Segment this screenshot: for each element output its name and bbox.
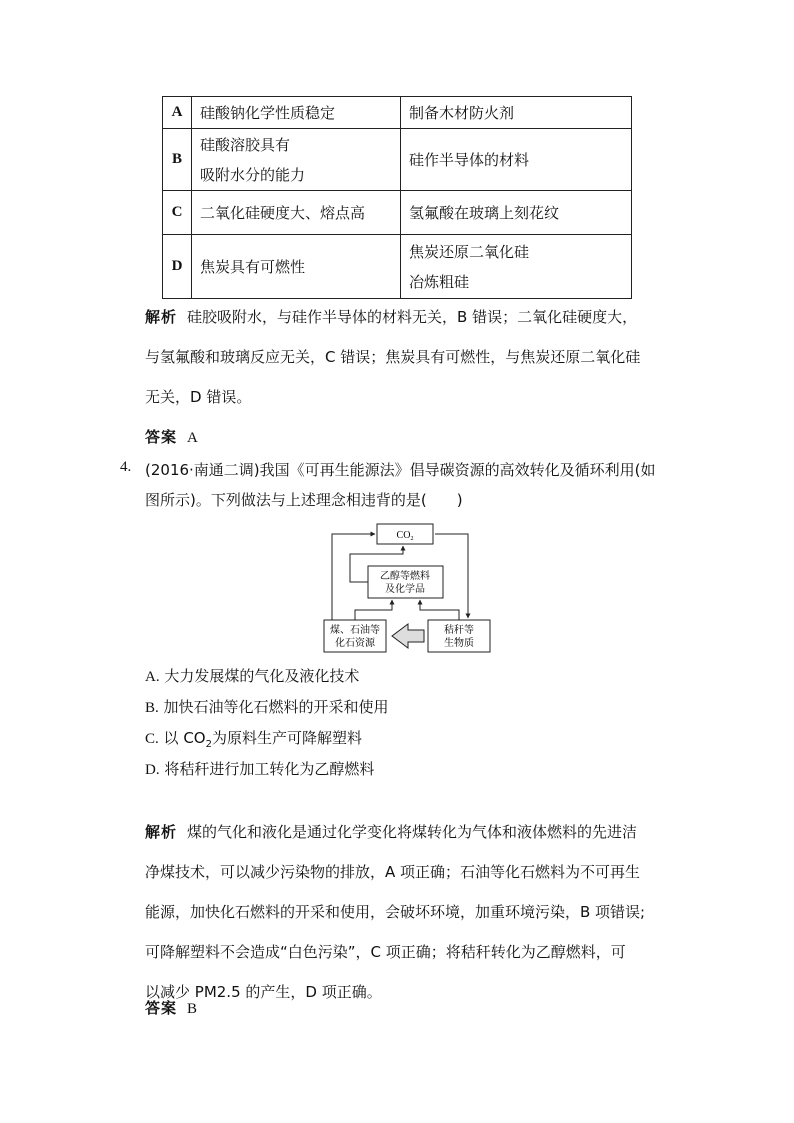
option-key: D bbox=[163, 235, 192, 299]
option-cause: 二氧化硅硬度大、熔点高 bbox=[192, 191, 401, 235]
option-key: A bbox=[163, 97, 192, 129]
table-row bbox=[163, 235, 632, 299]
option-cause: 焦炭具有可燃性 bbox=[192, 235, 401, 299]
analysis-line: 以减少 PM2.5 的产生，D 项正确。 bbox=[145, 983, 382, 1001]
coal-label-line1: 煤、石油等 bbox=[330, 625, 380, 636]
analysis-label: 解析 bbox=[145, 823, 178, 841]
table-row bbox=[163, 97, 632, 129]
option-cause: 硅酸溶胶具有 吸附水分的能力 bbox=[192, 129, 401, 191]
option-use: 硅作半导体的材料 bbox=[401, 129, 632, 191]
coal-label-line2: 化石资源 bbox=[335, 638, 375, 649]
option-c: C. 以 $CO_2$为原料生产可降解塑料 bbox=[145, 729, 362, 750]
analysis-line: 与氢氟酸和玻璃反应无关，C 错误；焦炭具有可燃性，与焦炭还原二氧化硅 bbox=[145, 348, 641, 366]
co2-label: $CO_2$ bbox=[396, 530, 414, 542]
option-use: 制备木材防火剂 bbox=[401, 97, 632, 129]
analysis-line: 能源，加快化石燃料的开采和使用，会破坏环境，加重环境污染，B 项错误; bbox=[145, 903, 646, 921]
prev-analysis bbox=[145, 297, 680, 417]
q4-analysis bbox=[145, 812, 680, 1012]
option-key: B bbox=[163, 129, 192, 191]
question-stem-line: 图所示)。下列做法与上述理念相违背的是( ) bbox=[145, 491, 463, 509]
answer-value: B bbox=[187, 1001, 198, 1017]
arrow-coal-to-fuel bbox=[355, 600, 392, 620]
answer-label: 答案 bbox=[145, 999, 178, 1017]
option-cause: 硅酸钠化学性质稳定 bbox=[192, 97, 401, 129]
analysis-line: 可降解塑料不会造成“白色污染”，C 项正确；将秸秆转化为乙醇燃料，可 bbox=[145, 943, 626, 961]
option-a: A. 大力发展煤的气化及液化技术 bbox=[145, 667, 360, 685]
question-number: 4. bbox=[120, 459, 132, 475]
option-key: C bbox=[163, 191, 192, 235]
carbon-cycle-diagram bbox=[320, 520, 500, 655]
fuel-label-line1: 乙醇等燃料 bbox=[380, 571, 430, 582]
answer-value: A bbox=[187, 430, 198, 446]
option-use: 焦炭还原二氧化硅 冶炼粗硅 bbox=[401, 235, 632, 299]
option-use: 氢氟酸在玻璃上刻花纹 bbox=[401, 191, 632, 235]
analysis-line: 解析 硅胶吸附水，与硅作半导体的材料无关，B 错误；二氧化硅硬度大， bbox=[145, 308, 638, 326]
analysis-label: 解析 bbox=[145, 308, 178, 326]
q4-answer bbox=[145, 997, 197, 1018]
analysis-line: 净煤技术，可以减少污染物的排放，A 项正确；石油等化石燃料为不可再生 bbox=[145, 863, 641, 881]
straw-label-line2: 生物质 bbox=[444, 638, 474, 649]
question-stem-line: (2016·南通二调)我国《可再生能源法》倡导碳资源的高效转化及循环利用(如 bbox=[145, 461, 656, 479]
table-row bbox=[163, 129, 632, 191]
table-row bbox=[163, 191, 632, 235]
analysis-line: 解析 煤的气化和液化是通过化学变化将煤转化为气体和液体燃料的先进洁 bbox=[145, 823, 638, 841]
arrow-straw-to-fuel bbox=[420, 600, 459, 620]
analysis-line: 无关，D 错误。 bbox=[145, 388, 252, 406]
hollow-arrow-straw-to-coal bbox=[392, 624, 424, 648]
straw-label-line1: 秸秆等 bbox=[444, 625, 474, 636]
prev-answer bbox=[145, 426, 198, 447]
option-d: D. 将秸秆进行加工转化为乙醇燃料 bbox=[145, 760, 375, 778]
fuel-label-line2: 及化学品 bbox=[385, 584, 425, 595]
options-table bbox=[162, 96, 632, 299]
option-b: B. 加快石油等化石燃料的开采和使用 bbox=[145, 698, 389, 716]
answer-label: 答案 bbox=[145, 428, 178, 446]
